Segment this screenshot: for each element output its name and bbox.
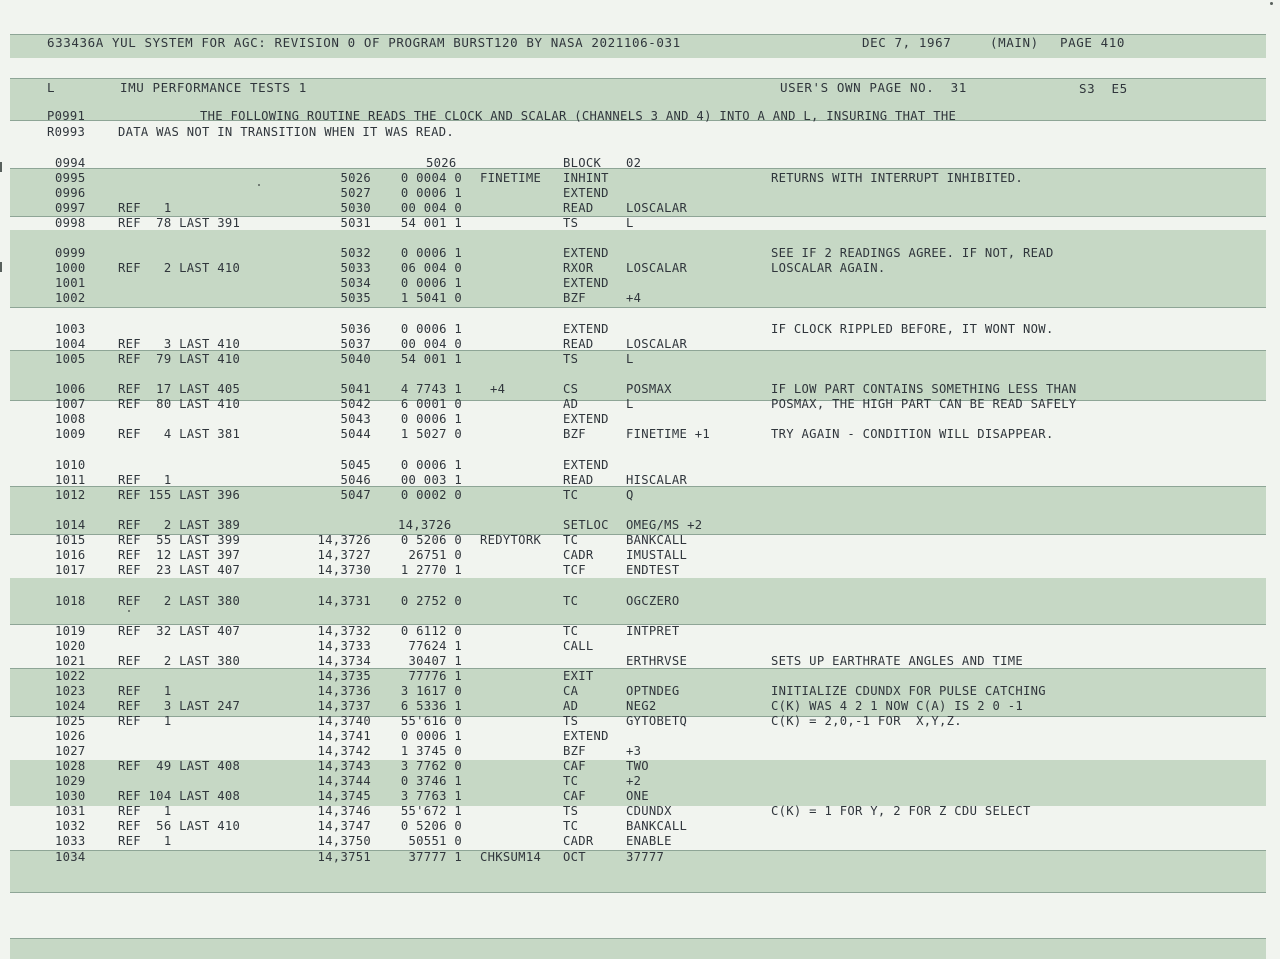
- reference-info: REF 1: [118, 714, 172, 728]
- opcode: AD: [563, 397, 579, 411]
- line-number: 0999: [55, 246, 86, 260]
- line-number: 0996: [55, 186, 86, 200]
- octal-word: 0 5206 0: [400, 533, 462, 547]
- reference-info: REF 3 LAST 410: [118, 337, 241, 351]
- operand: Q: [626, 488, 634, 502]
- address: 5027: [340, 186, 371, 200]
- remark-id: R0993: [47, 125, 86, 139]
- operand: FINETIME +1: [626, 427, 711, 441]
- opcode: TC: [563, 819, 579, 833]
- line-number: 1014: [55, 518, 86, 532]
- operand: ERTHRVSE: [626, 654, 688, 668]
- octal-word: 06 004 0: [400, 261, 462, 275]
- address: 5047: [340, 488, 371, 502]
- octal-word: 26751 0: [408, 548, 462, 562]
- octal-word: 00 004 0: [400, 201, 462, 215]
- label: CHKSUM14: [480, 850, 542, 864]
- address: 14,3747: [317, 819, 371, 833]
- band-rule: [10, 938, 1266, 939]
- operand: LOSCALAR: [626, 337, 688, 351]
- octal-word: 0 0006 1: [400, 246, 462, 260]
- line-number: 1031: [55, 804, 86, 818]
- octal-word: 54 001 1: [400, 216, 462, 230]
- sprocket-mark: [0, 262, 2, 272]
- reference-info: REF 12 LAST 397: [118, 548, 241, 562]
- octal-word: 50551 0: [408, 834, 462, 848]
- opcode: RXOR: [563, 261, 594, 275]
- address: 5030: [340, 201, 371, 215]
- address: 5031: [340, 216, 371, 230]
- operand: 37777: [626, 850, 665, 864]
- octal-word: 37777 1: [408, 850, 462, 864]
- operand: L: [626, 352, 634, 366]
- comment: INITIALIZE CDUNDX FOR PULSE CATCHING: [771, 684, 1046, 698]
- subheader-mark: L: [47, 80, 56, 95]
- ink-speck: [1270, 2, 1273, 5]
- opcode: EXIT: [563, 669, 594, 683]
- address: 5044: [340, 427, 371, 441]
- address: 14,3726: [317, 533, 371, 547]
- opcode: READ: [563, 337, 594, 351]
- address: 14,3733: [317, 639, 371, 653]
- opcode: EXTEND: [563, 246, 609, 260]
- octal-word: 00 004 0: [400, 337, 462, 351]
- opcode: CAF: [563, 789, 586, 803]
- octal-word: 55'672 1: [400, 804, 462, 818]
- address: 5032: [340, 246, 371, 260]
- octal-word: 0 2752 0: [400, 594, 462, 608]
- address: 14,3741: [317, 729, 371, 743]
- band-rule: [10, 892, 1266, 893]
- band-rule: [10, 78, 1266, 79]
- ink-speck: [258, 184, 260, 186]
- address: 5026: [340, 171, 371, 185]
- opcode: CS: [563, 382, 579, 396]
- line-number: 1030: [55, 789, 86, 803]
- operand: IMUSTALL: [626, 548, 688, 562]
- operand: CDUNDX: [626, 804, 672, 818]
- header-main: (MAIN): [990, 35, 1039, 50]
- section-title: IMU PERFORMANCE TESTS 1: [120, 80, 307, 95]
- opcode: TC: [563, 533, 579, 547]
- opcode: TC: [563, 594, 579, 608]
- address: 14,3730: [317, 563, 371, 577]
- octal-word: 6 0001 0: [400, 397, 462, 411]
- operand: LOSCALAR: [626, 261, 688, 275]
- page-code: S3 E5: [1079, 81, 1128, 96]
- line-number: 1026: [55, 729, 86, 743]
- comment: IF CLOCK RIPPLED BEFORE, IT WONT NOW.: [771, 322, 1054, 336]
- address: 14,3732: [317, 624, 371, 638]
- address: 14,3736: [317, 684, 371, 698]
- octal-word: 0 0006 1: [400, 276, 462, 290]
- address: 14,3745: [317, 789, 371, 803]
- octal-word: 1 3745 0: [400, 744, 462, 758]
- reference-info: REF 3 LAST 247: [118, 699, 241, 713]
- opcode: TS: [563, 714, 579, 728]
- line-number: 1024: [55, 699, 86, 713]
- address: 5037: [340, 337, 371, 351]
- opcode: SETLOC: [563, 518, 609, 532]
- users-own-page: USER'S OWN PAGE NO. 31: [780, 80, 967, 95]
- operand: BANKCALL: [626, 533, 688, 547]
- opcode: EXTEND: [563, 412, 609, 426]
- address: 14,3734: [317, 654, 371, 668]
- line-number: 1033: [55, 834, 86, 848]
- opcode: TCF: [563, 563, 586, 577]
- opcode: CALL: [563, 639, 594, 653]
- opcode: CADR: [563, 834, 594, 848]
- reference-info: REF 17 LAST 405: [118, 382, 241, 396]
- octal-word: 77624 1: [408, 639, 462, 653]
- opcode: EXTEND: [563, 276, 609, 290]
- reference-info: REF 1: [118, 834, 172, 848]
- octal-word: 0 3746 1: [400, 774, 462, 788]
- reference-info: REF 55 LAST 399: [118, 533, 241, 547]
- opcode: READ: [563, 473, 594, 487]
- comment: C(K) = 1 FOR Y, 2 FOR Z CDU SELECT: [771, 804, 1031, 818]
- octal-word: 0 6112 0: [400, 624, 462, 638]
- address: 14,3743: [317, 759, 371, 773]
- operand: TWO: [626, 759, 649, 773]
- octal-word: 54 001 1: [400, 352, 462, 366]
- operand: OMEG/MS +2: [626, 518, 703, 532]
- opcode: BLOCK: [563, 156, 602, 170]
- line-number: 1005: [55, 352, 86, 366]
- reference-info: REF 49 LAST 408: [118, 759, 241, 773]
- line-number: 1018: [55, 594, 86, 608]
- operand: +3: [626, 744, 642, 758]
- comment: LOSCALAR AGAIN.: [771, 261, 886, 275]
- opcode: TS: [563, 352, 579, 366]
- reference-info: REF 80 LAST 410: [118, 397, 241, 411]
- reference-info: REF 78 LAST 391: [118, 216, 241, 230]
- opcode: CAF: [563, 759, 586, 773]
- opcode: CA: [563, 684, 579, 698]
- operand: OPTNDEG: [626, 684, 680, 698]
- operand: HISCALAR: [626, 473, 688, 487]
- opcode: OCT: [563, 850, 586, 864]
- octal-word: 30407 1: [408, 654, 462, 668]
- line-number: 1025: [55, 714, 86, 728]
- reference-info: REF 2 LAST 410: [118, 261, 241, 275]
- line-number: 1003: [55, 322, 86, 336]
- octal-word: 0 0004 0: [400, 171, 462, 185]
- reference-info: REF 79 LAST 410: [118, 352, 241, 366]
- line-number: 1017: [55, 563, 86, 577]
- octal-word: 77776 1: [408, 669, 462, 683]
- octal-word: 0 0006 1: [400, 458, 462, 472]
- line-number: 1011: [55, 473, 86, 487]
- remark-text: DATA WAS NOT IN TRANSITION WHEN IT WAS READ.: [118, 125, 455, 139]
- address: 14,3735: [317, 669, 371, 683]
- octal-word: 0 0006 1: [400, 412, 462, 426]
- address: 5033: [340, 261, 371, 275]
- opcode: CADR: [563, 548, 594, 562]
- operand: INTPRET: [626, 624, 680, 638]
- label: FINETIME: [480, 171, 542, 185]
- line-number: 1027: [55, 744, 86, 758]
- ink-speck: [128, 610, 130, 612]
- operand: OGCZERO: [626, 594, 680, 608]
- address: 5035: [340, 291, 371, 305]
- line-number: 1015: [55, 533, 86, 547]
- opcode: READ: [563, 201, 594, 215]
- address: 5040: [340, 352, 371, 366]
- address: 14,3751: [317, 850, 371, 864]
- octal-word: 14,3726: [398, 518, 452, 532]
- octal-word: 4 7743 1: [400, 382, 462, 396]
- reference-info: REF 1: [118, 684, 172, 698]
- octal-word: 0 5206 0: [400, 819, 462, 833]
- comment: POSMAX, THE HIGH PART CAN BE READ SAFELY: [771, 397, 1077, 411]
- address: 5042: [340, 397, 371, 411]
- octal-word: 0 0006 1: [400, 186, 462, 200]
- opcode: EXTEND: [563, 729, 609, 743]
- comment: SEE IF 2 READINGS AGREE. IF NOT, READ: [771, 246, 1054, 260]
- octal-word: 3 7763 1: [400, 789, 462, 803]
- address: 5043: [340, 412, 371, 426]
- line-number: 1016: [55, 548, 86, 562]
- octal-word: 55'616 0: [400, 714, 462, 728]
- line-number: 1023: [55, 684, 86, 698]
- opcode: TS: [563, 804, 579, 818]
- header-date: DEC 7, 1967: [862, 35, 952, 50]
- line-number: 1001: [55, 276, 86, 290]
- octal-word: 00 003 1: [400, 473, 462, 487]
- comment: SETS UP EARTHRATE ANGLES AND TIME: [771, 654, 1024, 668]
- address: 14,3731: [317, 594, 371, 608]
- octal-word: 5026: [426, 156, 457, 170]
- reference-info: REF 1: [118, 804, 172, 818]
- address: 14,3746: [317, 804, 371, 818]
- opcode: TC: [563, 624, 579, 638]
- opcode: BZF: [563, 427, 586, 441]
- line-number: 1010: [55, 458, 86, 472]
- address: 5034: [340, 276, 371, 290]
- label: REDYTORK: [480, 533, 542, 547]
- line-number: 1028: [55, 759, 86, 773]
- reference-info: REF 104 LAST 408: [118, 789, 241, 803]
- reference-info: REF 1: [118, 201, 172, 215]
- line-number: 1021: [55, 654, 86, 668]
- octal-word: 0 0006 1: [400, 322, 462, 336]
- octal-word: 3 7762 0: [400, 759, 462, 773]
- operand: 02: [626, 156, 642, 170]
- comment: RETURNS WITH INTERRUPT INHIBITED.: [771, 171, 1024, 185]
- comment: C(K) WAS 4 2 1 NOW C(A) IS 2 0 -1: [771, 699, 1024, 713]
- operand: LOSCALAR: [626, 201, 688, 215]
- line-number: 1006: [55, 382, 86, 396]
- address: 14,3737: [317, 699, 371, 713]
- comment: C(K) = 2,0,-1 FOR X,Y,Z.: [771, 714, 962, 728]
- paper-band: [10, 938, 1266, 959]
- octal-word: 3 1617 0: [400, 684, 462, 698]
- address: 5046: [340, 473, 371, 487]
- operand: L: [626, 397, 634, 411]
- opcode: TC: [563, 488, 579, 502]
- operand: ONE: [626, 789, 649, 803]
- operand: GYTOBETQ: [626, 714, 688, 728]
- operand: +2: [626, 774, 642, 788]
- octal-word: 0 0002 0: [400, 488, 462, 502]
- opcode: BZF: [563, 744, 586, 758]
- opcode: EXTEND: [563, 186, 609, 200]
- sprocket-mark: [0, 162, 2, 172]
- address: 14,3742: [317, 744, 371, 758]
- address: 5041: [340, 382, 371, 396]
- reference-info: REF 23 LAST 407: [118, 563, 241, 577]
- reference-info: REF 56 LAST 410: [118, 819, 241, 833]
- address: 14,3750: [317, 834, 371, 848]
- opcode: INHINT: [563, 171, 609, 185]
- operand: ENABLE: [626, 834, 672, 848]
- address: 5045: [340, 458, 371, 472]
- operand: L: [626, 216, 634, 230]
- reference-info: REF 2 LAST 380: [118, 654, 241, 668]
- line-number: 1020: [55, 639, 86, 653]
- remark-text: THE FOLLOWING ROUTINE READS THE CLOCK AND SCALAR (CHANNELS 3 AND 4) INTO A AND L, INSURING THAT THE: [200, 109, 957, 123]
- line-number: 1002: [55, 291, 86, 305]
- line-number: 1008: [55, 412, 86, 426]
- octal-word: 0 0006 1: [400, 729, 462, 743]
- reference-info: REF 32 LAST 407: [118, 624, 241, 638]
- line-number: 1007: [55, 397, 86, 411]
- remark-id: P0991: [47, 109, 86, 123]
- line-number: 1034: [55, 850, 86, 864]
- header-program-info: 633436A YUL SYSTEM FOR AGC: REVISION 0 OF PROGRAM BURST120 BY NASA 2021106-031: [47, 35, 681, 50]
- band-rule: [10, 307, 1266, 308]
- line-number: 0997: [55, 201, 86, 215]
- reference-info: REF 2 LAST 380: [118, 594, 241, 608]
- opcode: EXTEND: [563, 458, 609, 472]
- octal-word: 6 5336 1: [400, 699, 462, 713]
- reference-info: REF 2 LAST 389: [118, 518, 241, 532]
- label: +4: [490, 382, 506, 396]
- comment: IF LOW PART CONTAINS SOMETHING LESS THAN: [771, 382, 1077, 396]
- line-number: 1012: [55, 488, 86, 502]
- operand: +4: [626, 291, 642, 305]
- line-number: 1004: [55, 337, 86, 351]
- line-number: 0995: [55, 171, 86, 185]
- opcode: TC: [563, 774, 579, 788]
- octal-word: 1 5027 0: [400, 427, 462, 441]
- comment: TRY AGAIN - CONDITION WILL DISAPPEAR.: [771, 427, 1054, 441]
- address: 14,3740: [317, 714, 371, 728]
- line-number: 0994: [55, 156, 86, 170]
- line-number: 1009: [55, 427, 86, 441]
- octal-word: 1 2770 1: [400, 563, 462, 577]
- line-number: 1000: [55, 261, 86, 275]
- line-number: 0998: [55, 216, 86, 230]
- header-page-number: PAGE 410: [1060, 35, 1126, 50]
- address: 14,3727: [317, 548, 371, 562]
- opcode: EXTEND: [563, 322, 609, 336]
- reference-info: REF 4 LAST 381: [118, 427, 241, 441]
- reference-info: REF 1: [118, 473, 172, 487]
- opcode: AD: [563, 699, 579, 713]
- line-number: 1029: [55, 774, 86, 788]
- operand: BANKCALL: [626, 819, 688, 833]
- address: 5036: [340, 322, 371, 336]
- line-number: 1022: [55, 669, 86, 683]
- opcode: BZF: [563, 291, 586, 305]
- opcode: TS: [563, 216, 579, 230]
- line-number: 1019: [55, 624, 86, 638]
- octal-word: 1 5041 0: [400, 291, 462, 305]
- address: 14,3744: [317, 774, 371, 788]
- line-number: 1032: [55, 819, 86, 833]
- reference-info: REF 155 LAST 396: [118, 488, 241, 502]
- operand: NEG2: [626, 699, 657, 713]
- operand: POSMAX: [626, 382, 672, 396]
- operand: ENDTEST: [626, 563, 680, 577]
